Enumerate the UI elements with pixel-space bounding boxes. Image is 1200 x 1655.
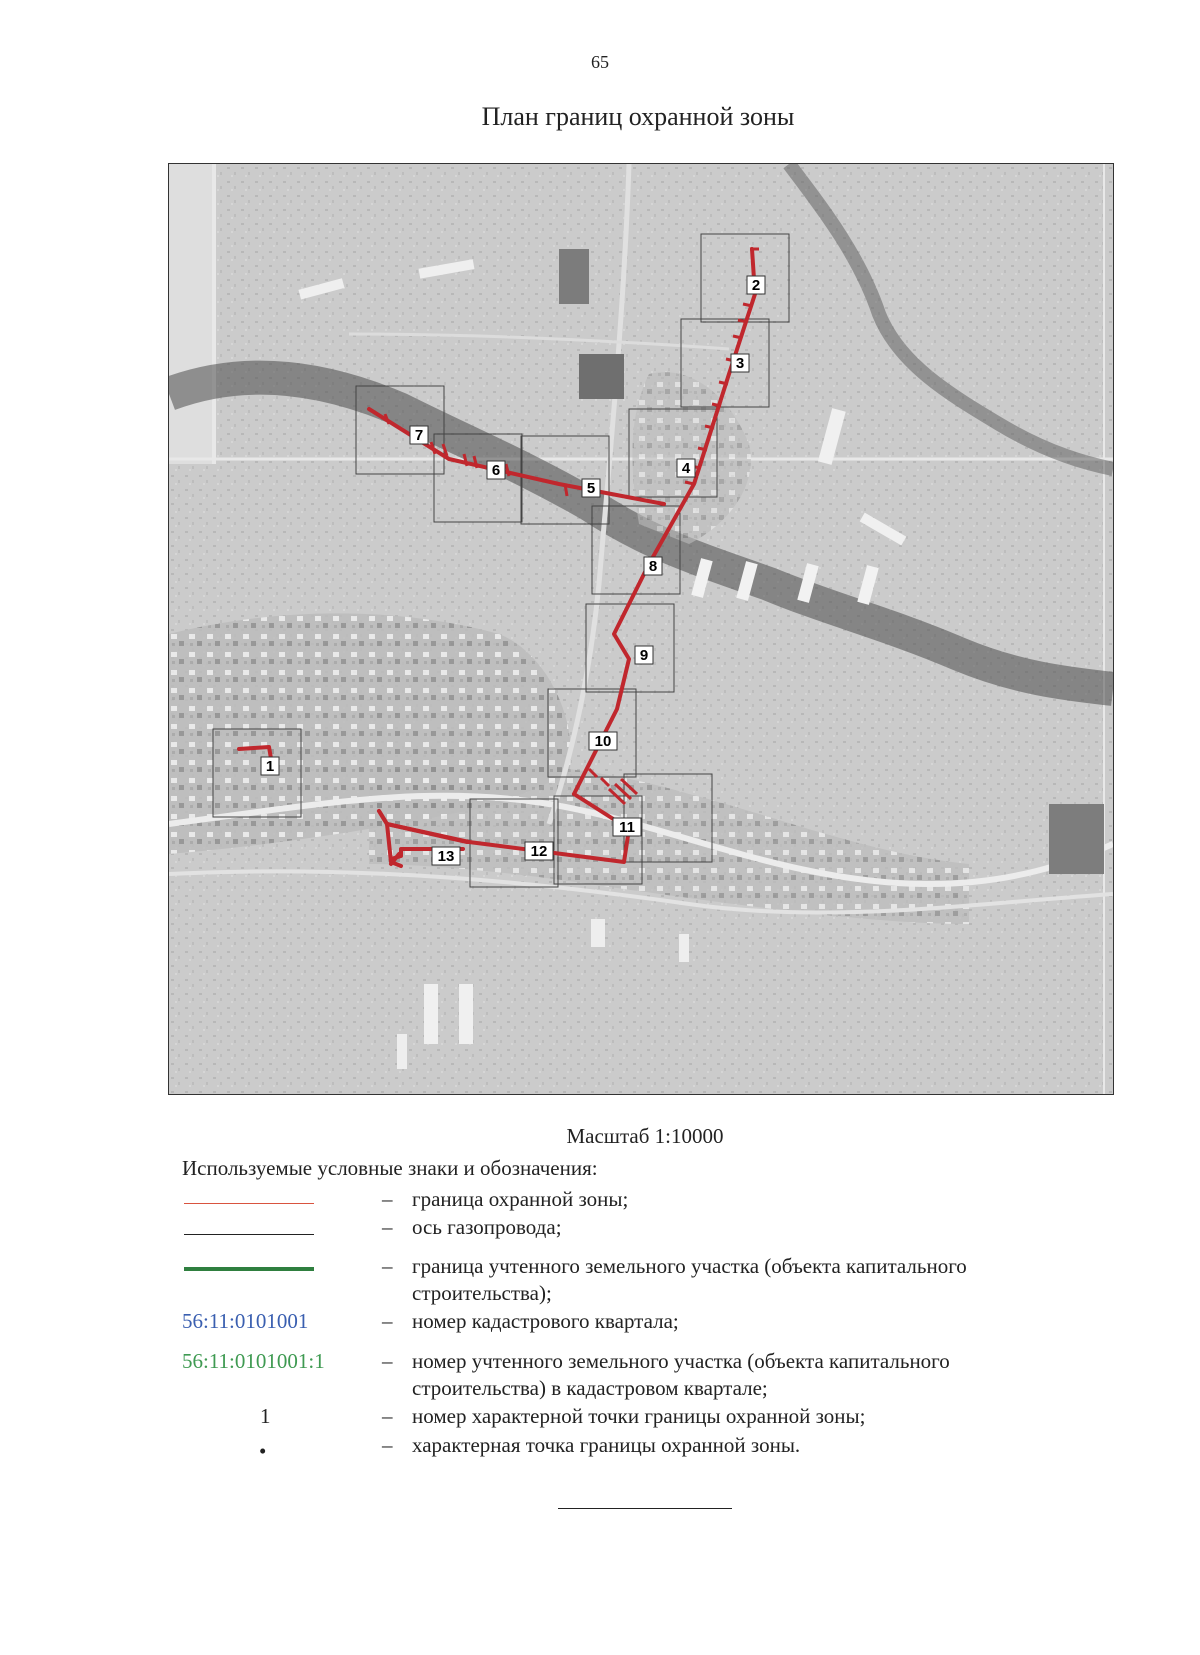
svg-text:5: 5: [586, 480, 596, 497]
point-label-12: [525, 842, 553, 860]
point-label-4: [677, 459, 695, 477]
legend-symbol-point-number: 1: [260, 1404, 271, 1428]
legend-text: номер кадастрового квартала;: [412, 1309, 679, 1333]
map-scale: Масштаб 1:10000: [566, 1124, 724, 1148]
svg-text:1: 1: [265, 758, 275, 775]
legend-dash: –: [382, 1309, 393, 1333]
page-title: План границ охранной зоны: [481, 102, 795, 131]
legend-title: Используемые условные знаки и обозначения:: [182, 1156, 598, 1180]
legend-dash: –: [382, 1404, 393, 1428]
point-label-3: [731, 354, 749, 372]
aerial-map: [168, 163, 1114, 1095]
legend-symbol-red-line: [182, 1186, 362, 1213]
legend-text: граница учтенного земельного участка (объекта капитального строительства);: [412, 1254, 967, 1305]
legend-text: характерная точка границы охранной зоны.: [412, 1433, 801, 1457]
point-label-6: [487, 461, 505, 479]
page-number: 65: [591, 52, 609, 72]
svg-text:10: 10: [594, 733, 612, 750]
legend-text: номер учтенного земельного участка (объекта капитального строительства) в кадастровом квартале;: [412, 1349, 950, 1400]
legend-dash: –: [382, 1187, 393, 1211]
point-label-5: [582, 479, 600, 497]
legend-dash: –: [382, 1349, 393, 1373]
bottom-rule: [558, 1508, 732, 1509]
svg-text:7: 7: [414, 427, 424, 444]
svg-text:9: 9: [639, 647, 649, 664]
legend-dash: –: [382, 1215, 393, 1239]
svg-text:13: 13: [437, 848, 455, 865]
map-svg: [169, 164, 1113, 1094]
point-label-2: [747, 276, 765, 294]
svg-text:6: 6: [491, 462, 501, 479]
svg-text:4: 4: [681, 460, 691, 477]
svg-text:11: 11: [619, 819, 635, 836]
point-label-10: [589, 732, 617, 750]
legend-symbol-point-dot: •: [259, 1439, 267, 1463]
svg-text:8: 8: [648, 558, 658, 575]
point-label-1: [261, 757, 279, 775]
point-label-7: [410, 426, 428, 444]
point-label-11: [613, 818, 641, 836]
legend-symbol-black-line: [182, 1214, 362, 1241]
legend-text: ось газопровода;: [412, 1215, 562, 1239]
legend-symbol-green-line: [182, 1253, 362, 1280]
legend-text: номер характерной точки границы охранной зоны;: [412, 1404, 866, 1428]
legend-text: граница охранной зоны;: [412, 1187, 629, 1211]
legend-dash: –: [382, 1433, 393, 1457]
legend-dash: –: [382, 1254, 393, 1278]
svg-text:2: 2: [751, 277, 761, 294]
field-area: [169, 164, 214, 464]
point-label-8: [644, 557, 662, 575]
svg-text:3: 3: [735, 355, 745, 372]
point-label-9: [635, 646, 653, 664]
legend-symbol-cadastral-block-code: 56:11:0101001: [182, 1309, 309, 1333]
svg-text:12: 12: [530, 843, 548, 860]
point-label-13: [432, 847, 460, 865]
legend-symbol-land-plot-code: 56:11:0101001:1: [182, 1349, 325, 1373]
